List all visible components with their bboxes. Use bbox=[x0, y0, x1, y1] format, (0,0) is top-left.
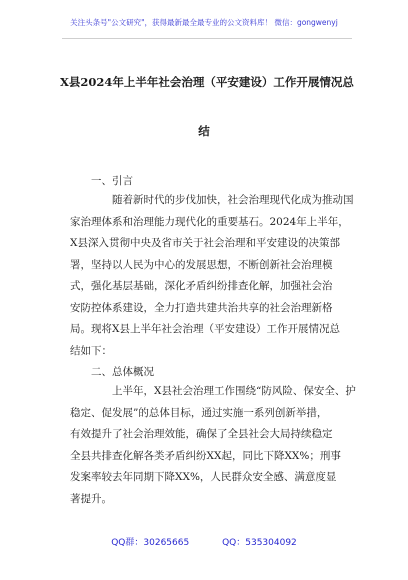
paragraph-line: X县深入贯彻中央及省市关于社会治理和平安建设的决策部 bbox=[70, 237, 340, 249]
contact-footer bbox=[0, 535, 408, 548]
paragraph-line: 著提升。 bbox=[70, 492, 112, 505]
paragraph-line: 随着新时代的步伐加快，社会治理现代化成为推动国 bbox=[112, 194, 354, 206]
paragraph-line: 全县共排查化解各类矛盾纠纷XX起，同比下降XX%；刑事 bbox=[70, 449, 341, 462]
document-title-line-2: 结 bbox=[198, 124, 210, 138]
paragraph-line: 式，强化基层基础，深化矛盾纠纷排查化解，加强社会治 bbox=[70, 280, 333, 292]
paragraph-line: 发案率较去年同期下降XX%，人民群众安全感、满意度显 bbox=[70, 471, 337, 483]
paragraph-line: 家治理体系和治理能力现代化的重要基石。2024年上半年， bbox=[70, 215, 349, 228]
promo-banner: 关注头条号"公文研究"，获得最新最全最专业的公文资料库！ 微信：gongwenyj bbox=[70, 18, 338, 27]
section-body-introduction bbox=[70, 190, 361, 362]
paragraph-line: 稳定、促发展”的总体目标，通过实施一系列创新举措， bbox=[70, 406, 328, 419]
paragraph-line: 有效提升了社会治理效能，确保了全县社会大局持续稳定 bbox=[70, 428, 333, 440]
document-title-line-1: X县2024年上半年社会治理（平安建设）工作开展情况总 bbox=[60, 75, 354, 89]
paragraph-line: 上半年，X县社会治理工作围绕“防风险、保安全、护 bbox=[112, 385, 356, 397]
section-body-overview bbox=[70, 381, 361, 510]
paragraph-line: 局。现将X县上半年社会治理（平安建设）工作开展情况总 bbox=[70, 323, 340, 335]
qq-group-contact: QQ群：30265665 bbox=[111, 538, 190, 548]
header-divider bbox=[62, 38, 352, 39]
section-heading-introduction: 一、引言 bbox=[91, 175, 133, 187]
paragraph-line: 结如下： bbox=[70, 344, 112, 357]
section-heading-overview: 二、总体概况 bbox=[91, 366, 154, 378]
qq-contact: QQ：535304092 bbox=[222, 538, 297, 548]
paragraph-line: 安防控体系建设，全力打造共建共治共享的社会治理新格 bbox=[70, 301, 333, 314]
paragraph-line: 署，坚持以人民为中心的发展思想，不断创新社会治理模 bbox=[70, 258, 333, 271]
